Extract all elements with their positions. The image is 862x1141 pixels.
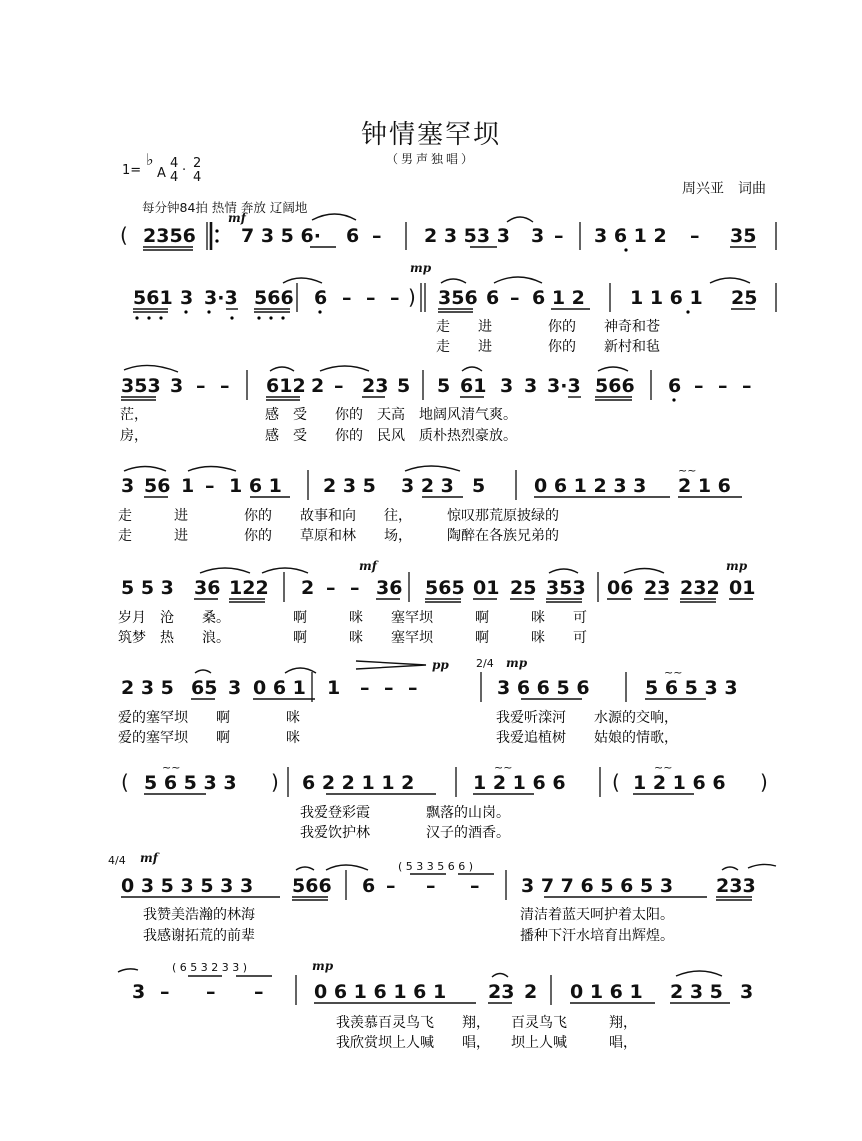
- dash: –: [366, 287, 376, 309]
- lyric-line-2b: 感 受 你的 民风 质朴热烈豪放。: [265, 428, 517, 444]
- dash: –: [196, 375, 206, 397]
- lyric-line-1b: 我爱听滦河 水源的交响，: [496, 710, 678, 726]
- system-8: [108, 851, 776, 900]
- note-group: 3·3: [204, 287, 238, 309]
- dynamic-mf: mf: [359, 559, 377, 573]
- dash: –: [206, 981, 216, 1003]
- note: 6: [346, 225, 360, 247]
- note: 5: [472, 475, 486, 497]
- note: 3: [500, 375, 514, 397]
- song-title: 钟情塞罕坝: [360, 120, 501, 150]
- note-group: 7 3 5 6·: [241, 225, 321, 247]
- note-group: 3 7 7 6 5 6 5 3: [521, 875, 674, 897]
- note-group: 23: [644, 577, 671, 599]
- paren-open: (: [120, 223, 128, 247]
- note-group: 25: [731, 287, 758, 309]
- note: 3: [740, 981, 754, 1003]
- system-2: [133, 261, 776, 320]
- system-3-lyrics: [120, 406, 517, 444]
- note-group: 0 6 1: [253, 677, 306, 699]
- note-group: 2 1 6: [678, 475, 731, 497]
- system-9-lyrics: [336, 1014, 637, 1051]
- note: 3: [132, 981, 146, 1003]
- dynamic-mp: mp: [312, 959, 334, 973]
- system-5: [121, 559, 755, 602]
- system-6-lyrics: [118, 709, 678, 746]
- mordent: ~~: [494, 761, 513, 774]
- mordent: ~~: [678, 464, 697, 477]
- note: 2: [311, 375, 325, 397]
- note-group: 0 6 1 2 3 3: [534, 475, 647, 497]
- lyric-line-1a: 爱的塞罕坝 啊 咪: [118, 710, 300, 726]
- note-group: 01: [729, 577, 756, 599]
- dash: –: [372, 225, 382, 247]
- note-group: 232: [680, 577, 720, 599]
- dash: –: [408, 677, 418, 699]
- dash: –: [160, 981, 170, 1003]
- note-group: 3·3: [547, 375, 581, 397]
- dash: –: [690, 225, 700, 247]
- system-3: [121, 365, 752, 401]
- dynamic-mf: mf: [228, 211, 246, 225]
- note-group: 65: [191, 677, 218, 699]
- note: 5: [437, 375, 451, 397]
- note-group: 61: [460, 375, 487, 397]
- tempo-marking: 每分钟84拍 热情 奔放 辽阔地: [142, 200, 308, 215]
- mordent: ~~: [162, 761, 181, 774]
- note-group: 2 3 53 3: [424, 225, 510, 247]
- note: 3: [121, 475, 135, 497]
- note-group: 566: [595, 375, 635, 397]
- dynamic-mp: mp: [726, 559, 748, 573]
- note: 3: [170, 375, 184, 397]
- paren-open: (: [121, 770, 129, 794]
- dynamic-pp: pp: [432, 658, 449, 672]
- dash: –: [205, 475, 215, 497]
- lyric-line-2: 我爱饮护林 汉子的酒香。: [300, 825, 510, 841]
- key-note: A: [157, 166, 166, 181]
- dash: –: [326, 577, 336, 599]
- note-group: 3 2 3: [401, 475, 454, 497]
- lyric-line-2a: 房，: [120, 428, 148, 444]
- lyric-line-2b: 我爱追植树 姑娘的情歌，: [496, 730, 678, 746]
- paren-open: (: [612, 770, 620, 794]
- lyric-line-1b: 清洁着蓝天呵护着太阳。: [520, 907, 674, 923]
- note-group: 25: [510, 577, 537, 599]
- lyric-line-1b: 感 受 你的 天高 地阔风清气爽。: [265, 407, 517, 423]
- note-group: 23: [488, 981, 515, 1003]
- dash: –: [554, 225, 564, 247]
- lyric-line-1: 我羡慕百灵鸟飞 翔， 百灵鸟飞 翔，: [336, 1015, 637, 1031]
- dash: –: [718, 375, 728, 397]
- lyric-line-2b: 播种下汗水培育出辉煌。: [520, 928, 674, 944]
- note: 1: [327, 677, 341, 699]
- note-group: 566: [254, 287, 294, 309]
- dash: –: [386, 875, 396, 897]
- note: 3: [180, 287, 194, 309]
- note-group: 35: [730, 225, 757, 247]
- note-group: 36: [194, 577, 221, 599]
- dash: –: [510, 287, 520, 309]
- dash: –: [384, 677, 394, 699]
- meter-b-den: 4: [193, 170, 202, 185]
- note-group: 01: [473, 577, 500, 599]
- note: 6: [668, 375, 682, 397]
- lyric-line-1: 走 进 你的 神奇和苍: [436, 319, 660, 335]
- paren-close: ): [271, 770, 279, 794]
- note: 6: [314, 287, 328, 309]
- note-group: 2356: [143, 225, 196, 247]
- note-group: 1 2 1 6 6: [473, 772, 566, 794]
- system-2-lyrics: [436, 318, 660, 355]
- lyric-line-2: 我欣赏坝上人喊 唱， 坝上人喊 唱，: [336, 1035, 637, 1051]
- paren-close: ): [760, 770, 768, 794]
- note-group: 1 6 1: [229, 475, 282, 497]
- dash: –: [350, 577, 360, 599]
- lyric-line-1a: 茫，: [120, 407, 148, 423]
- system-4: [121, 464, 742, 500]
- note-group: 5 6 5 3 3: [645, 677, 738, 699]
- note-group: 1 1 6 1: [630, 287, 703, 309]
- dynamic-mp: mp: [506, 656, 528, 670]
- note-group: 6 1 2: [532, 287, 585, 309]
- lyric-line-2a: 我感谢拓荒的前辈: [143, 928, 255, 944]
- dash: –: [390, 287, 400, 309]
- note: 6: [486, 287, 500, 309]
- note-group: 5 6 5 3 3: [144, 772, 237, 794]
- lyric-line-2: 走 进 你的 新村和毡: [436, 339, 660, 355]
- note-group: 23: [362, 375, 389, 397]
- note-group: 2 3 5: [121, 677, 174, 699]
- system-6: [121, 656, 738, 702]
- lyric-line-1: 岁月 沧 桑。 啊 咪 塞罕坝 啊 咪 可: [118, 610, 587, 626]
- lyric-line-2a: 爱的塞罕坝 啊 咪: [118, 730, 300, 746]
- paren-close: ): [408, 285, 416, 309]
- note-group: 06: [607, 577, 634, 599]
- note: 6: [362, 875, 376, 897]
- note-group: 6 2 2 1 1 2: [302, 772, 415, 794]
- dash: –: [334, 375, 344, 397]
- note-group: 122: [229, 577, 269, 599]
- meter-a-num: 4: [170, 156, 179, 171]
- note-group: 3 6 6 5 6: [497, 677, 590, 699]
- system-7: [121, 761, 768, 797]
- dash: –: [426, 875, 436, 897]
- note-group: 3 6 1 2: [594, 225, 667, 247]
- note: 3: [524, 375, 538, 397]
- key-label: 1=: [122, 163, 142, 178]
- dash: –: [694, 375, 704, 397]
- lyric-line-1a: 我赞美浩瀚的林海: [143, 907, 255, 923]
- note-group: 565: [425, 577, 465, 599]
- note-group: 353: [546, 577, 586, 599]
- meter-change-2-4: 2/4: [476, 657, 494, 670]
- mordent: ~~: [654, 761, 673, 774]
- flat-sign: ♭: [146, 150, 154, 169]
- system-4-lyrics: [118, 507, 559, 544]
- meter-a-den: 4: [170, 170, 179, 185]
- lyric-line-1: 我爱登彩霞 飘落的山岗。: [300, 805, 510, 821]
- dash: –: [360, 677, 370, 699]
- note-group: 2 3 5: [670, 981, 723, 1003]
- system-9: [118, 959, 753, 1005]
- dynamic-mp: mp: [410, 261, 432, 275]
- system-8-lyrics: [143, 906, 674, 944]
- cue-notes: ( 5 3 3 5 6 6 ): [398, 860, 474, 873]
- note-group: 233: [716, 875, 756, 897]
- note-group: 36: [376, 577, 403, 599]
- dash: –: [220, 375, 230, 397]
- dash: –: [742, 375, 752, 397]
- song-subtitle: （男声独唱）: [385, 152, 476, 166]
- dash: –: [254, 981, 264, 1003]
- meter-change-4-4: 4/4: [108, 854, 126, 867]
- note-group: 56: [144, 475, 171, 497]
- note-group: 0 1 6 1: [570, 981, 643, 1003]
- meter-sep: ·: [182, 163, 187, 178]
- note-group: 353: [121, 375, 161, 397]
- system-7-lyrics: [300, 804, 510, 841]
- note-group: 566: [292, 875, 332, 897]
- note-group: 561: [133, 287, 173, 309]
- lyric-line-2: 走 进 你的 草原和林 场， 陶醉在各族兄弟的: [118, 528, 559, 544]
- system-5-lyrics: [118, 609, 587, 646]
- meter-b-num: 2: [193, 156, 202, 171]
- note: 3: [531, 225, 545, 247]
- mordent: ~~: [664, 666, 683, 679]
- lyric-line-2: 筑梦 热 浪。 啊 咪 塞罕坝 啊 咪 可: [118, 630, 587, 646]
- note-group: 0 6 1 6 1 6 1: [314, 981, 447, 1003]
- system-1: [120, 211, 776, 252]
- note: 2: [301, 577, 315, 599]
- note-group: 356: [438, 287, 478, 309]
- credit: 周兴亚 词曲: [682, 181, 766, 197]
- cue-notes: ( 6 5 3 2 3 3 ): [172, 961, 248, 974]
- lyric-line-1: 走 进 你的 故事和向 往， 惊叹那荒原披绿的: [118, 508, 559, 524]
- dash: –: [470, 875, 480, 897]
- note-group: 0 3 5 3 5 3 3: [121, 875, 254, 897]
- note-group: 2 3 5: [323, 475, 376, 497]
- note-group: 1 2 1 6 6: [633, 772, 726, 794]
- note: 2: [524, 981, 538, 1003]
- note: 3: [228, 677, 242, 699]
- note: 5: [397, 375, 411, 397]
- dash: –: [342, 287, 352, 309]
- note-group: 612: [266, 375, 306, 397]
- dynamic-mf: mf: [140, 851, 158, 865]
- note: 1: [181, 475, 195, 497]
- note-group: 5 5 3: [121, 577, 174, 599]
